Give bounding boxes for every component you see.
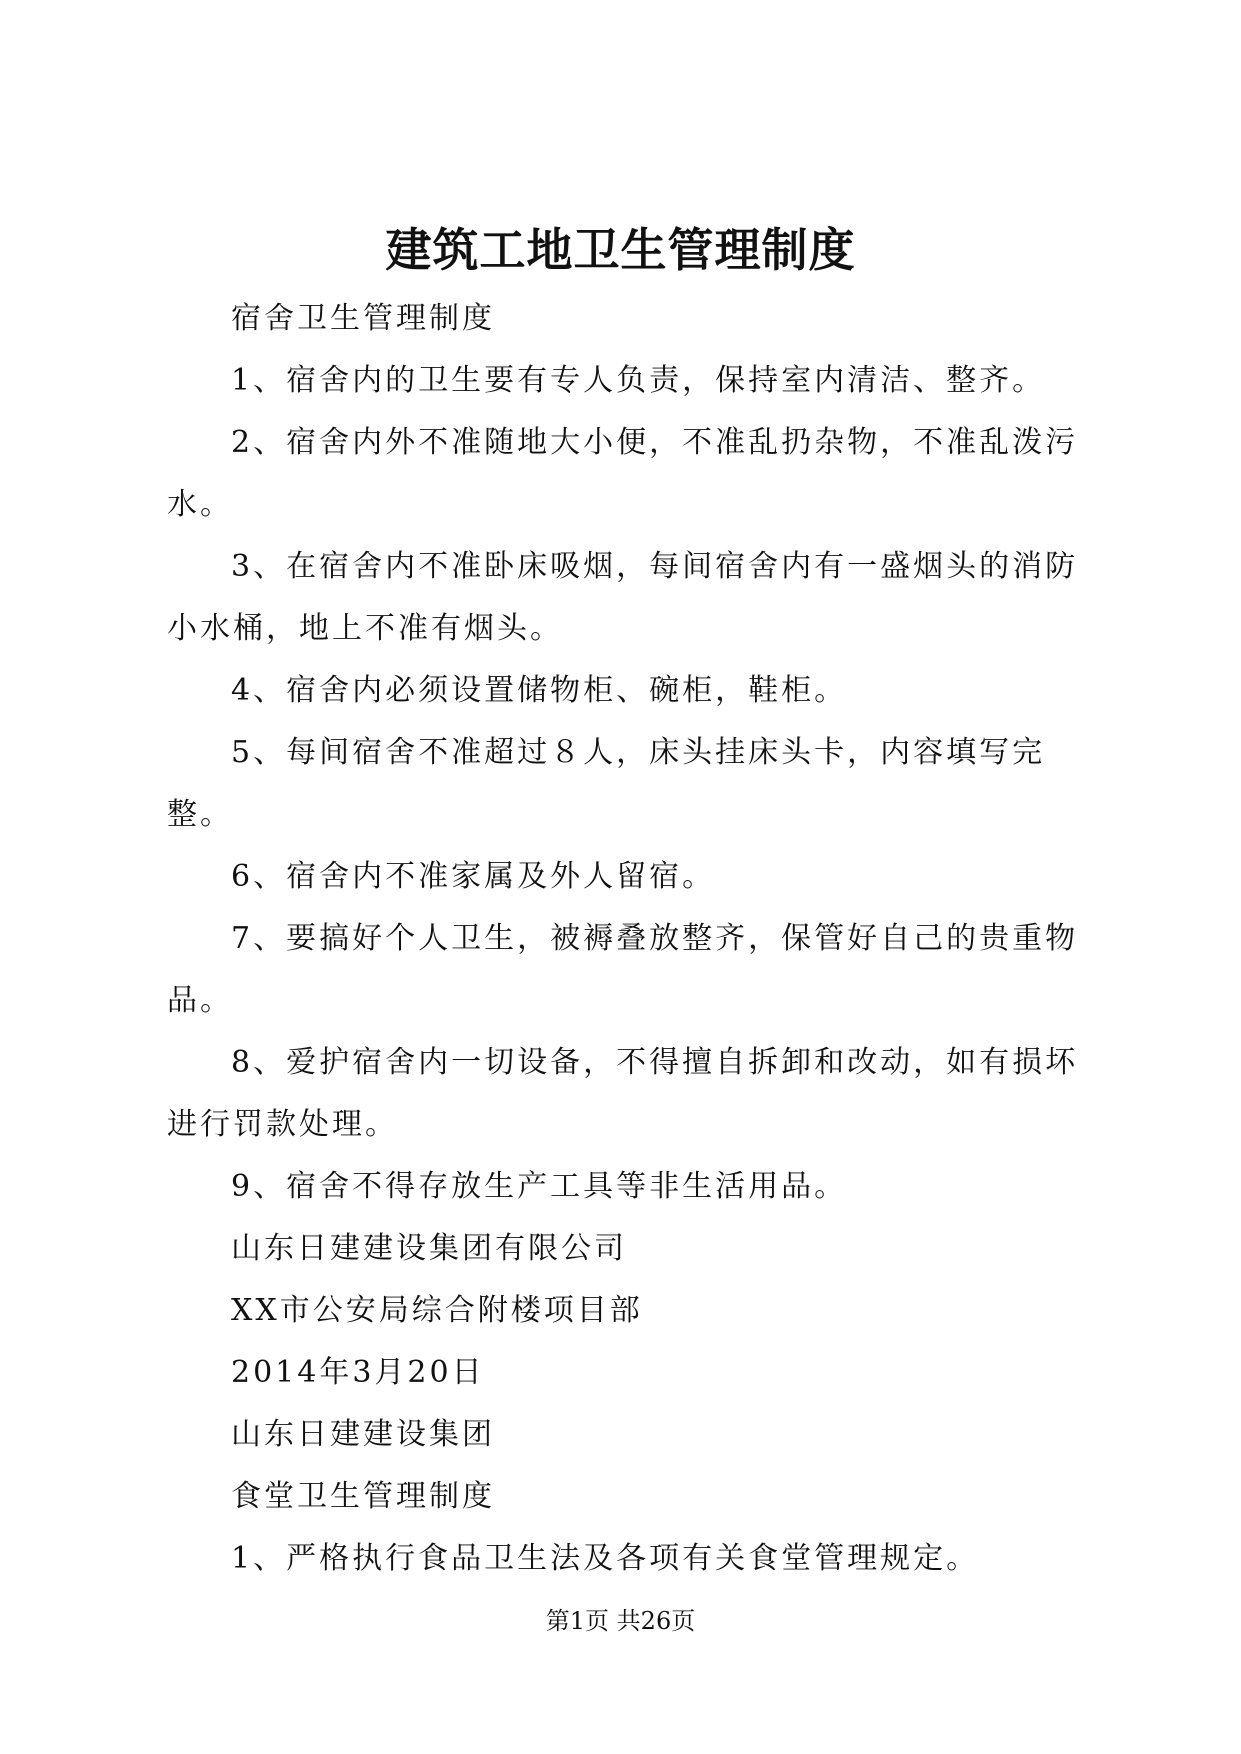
rule-paragraph: 7、要搞好个人卫生，被褥叠放整齐，保管好自己的贵重物品。 [167,921,1079,1018]
rule-paragraph: 4、宿舍内必须设置储物柜、碗柜，鞋柜。 [231,673,848,708]
rule-paragraph: 2、宿舍内外不准随地大小便，不准乱扔杂物，不准乱泼污水。 [167,425,1079,522]
rule-paragraph: 8、爱护宿舍内一切设备，不得擅自拆卸和改动，如有损坏进行罚款处理。 [167,1045,1079,1142]
page-footer: 第1页 共26页 [545,1607,696,1635]
section-heading-dormitory: 宿舍卫生管理制度 [231,301,495,336]
document-body [167,288,1087,1590]
section-heading-canteen: 食堂卫生管理制度 [231,1479,495,1514]
document-date: 2014年3月20日 [231,1355,485,1390]
project-department: XX市公安局综合附楼项目部 [231,1293,643,1328]
company-group: 山东日建建设集团 [231,1417,495,1452]
document-title: 建筑工地卫生管理制度 [385,223,856,277]
company-name: 山东日建建设集团有限公司 [231,1231,627,1266]
rule-paragraph: 9、宿舍不得存放生产工具等非生活用品。 [231,1169,848,1204]
rule-paragraph: 3、在宿舍内不准卧床吸烟，每间宿舍内有一盛烟头的消防小水桶，地上不准有烟头。 [167,549,1079,646]
rule-paragraph: 1、严格执行食品卫生法及各项有关食堂管理规定。 [231,1541,980,1576]
rule-paragraph: 1、宿舍内的卫生要有专人负责，保持室内清洁、整齐。 [231,363,1046,398]
rule-paragraph: 5、每间宿舍不准超过８人，床头挂床头卡，内容填写完整。 [167,735,1046,832]
rule-paragraph: 6、宿舍内不准家属及外人留宿。 [231,859,716,894]
